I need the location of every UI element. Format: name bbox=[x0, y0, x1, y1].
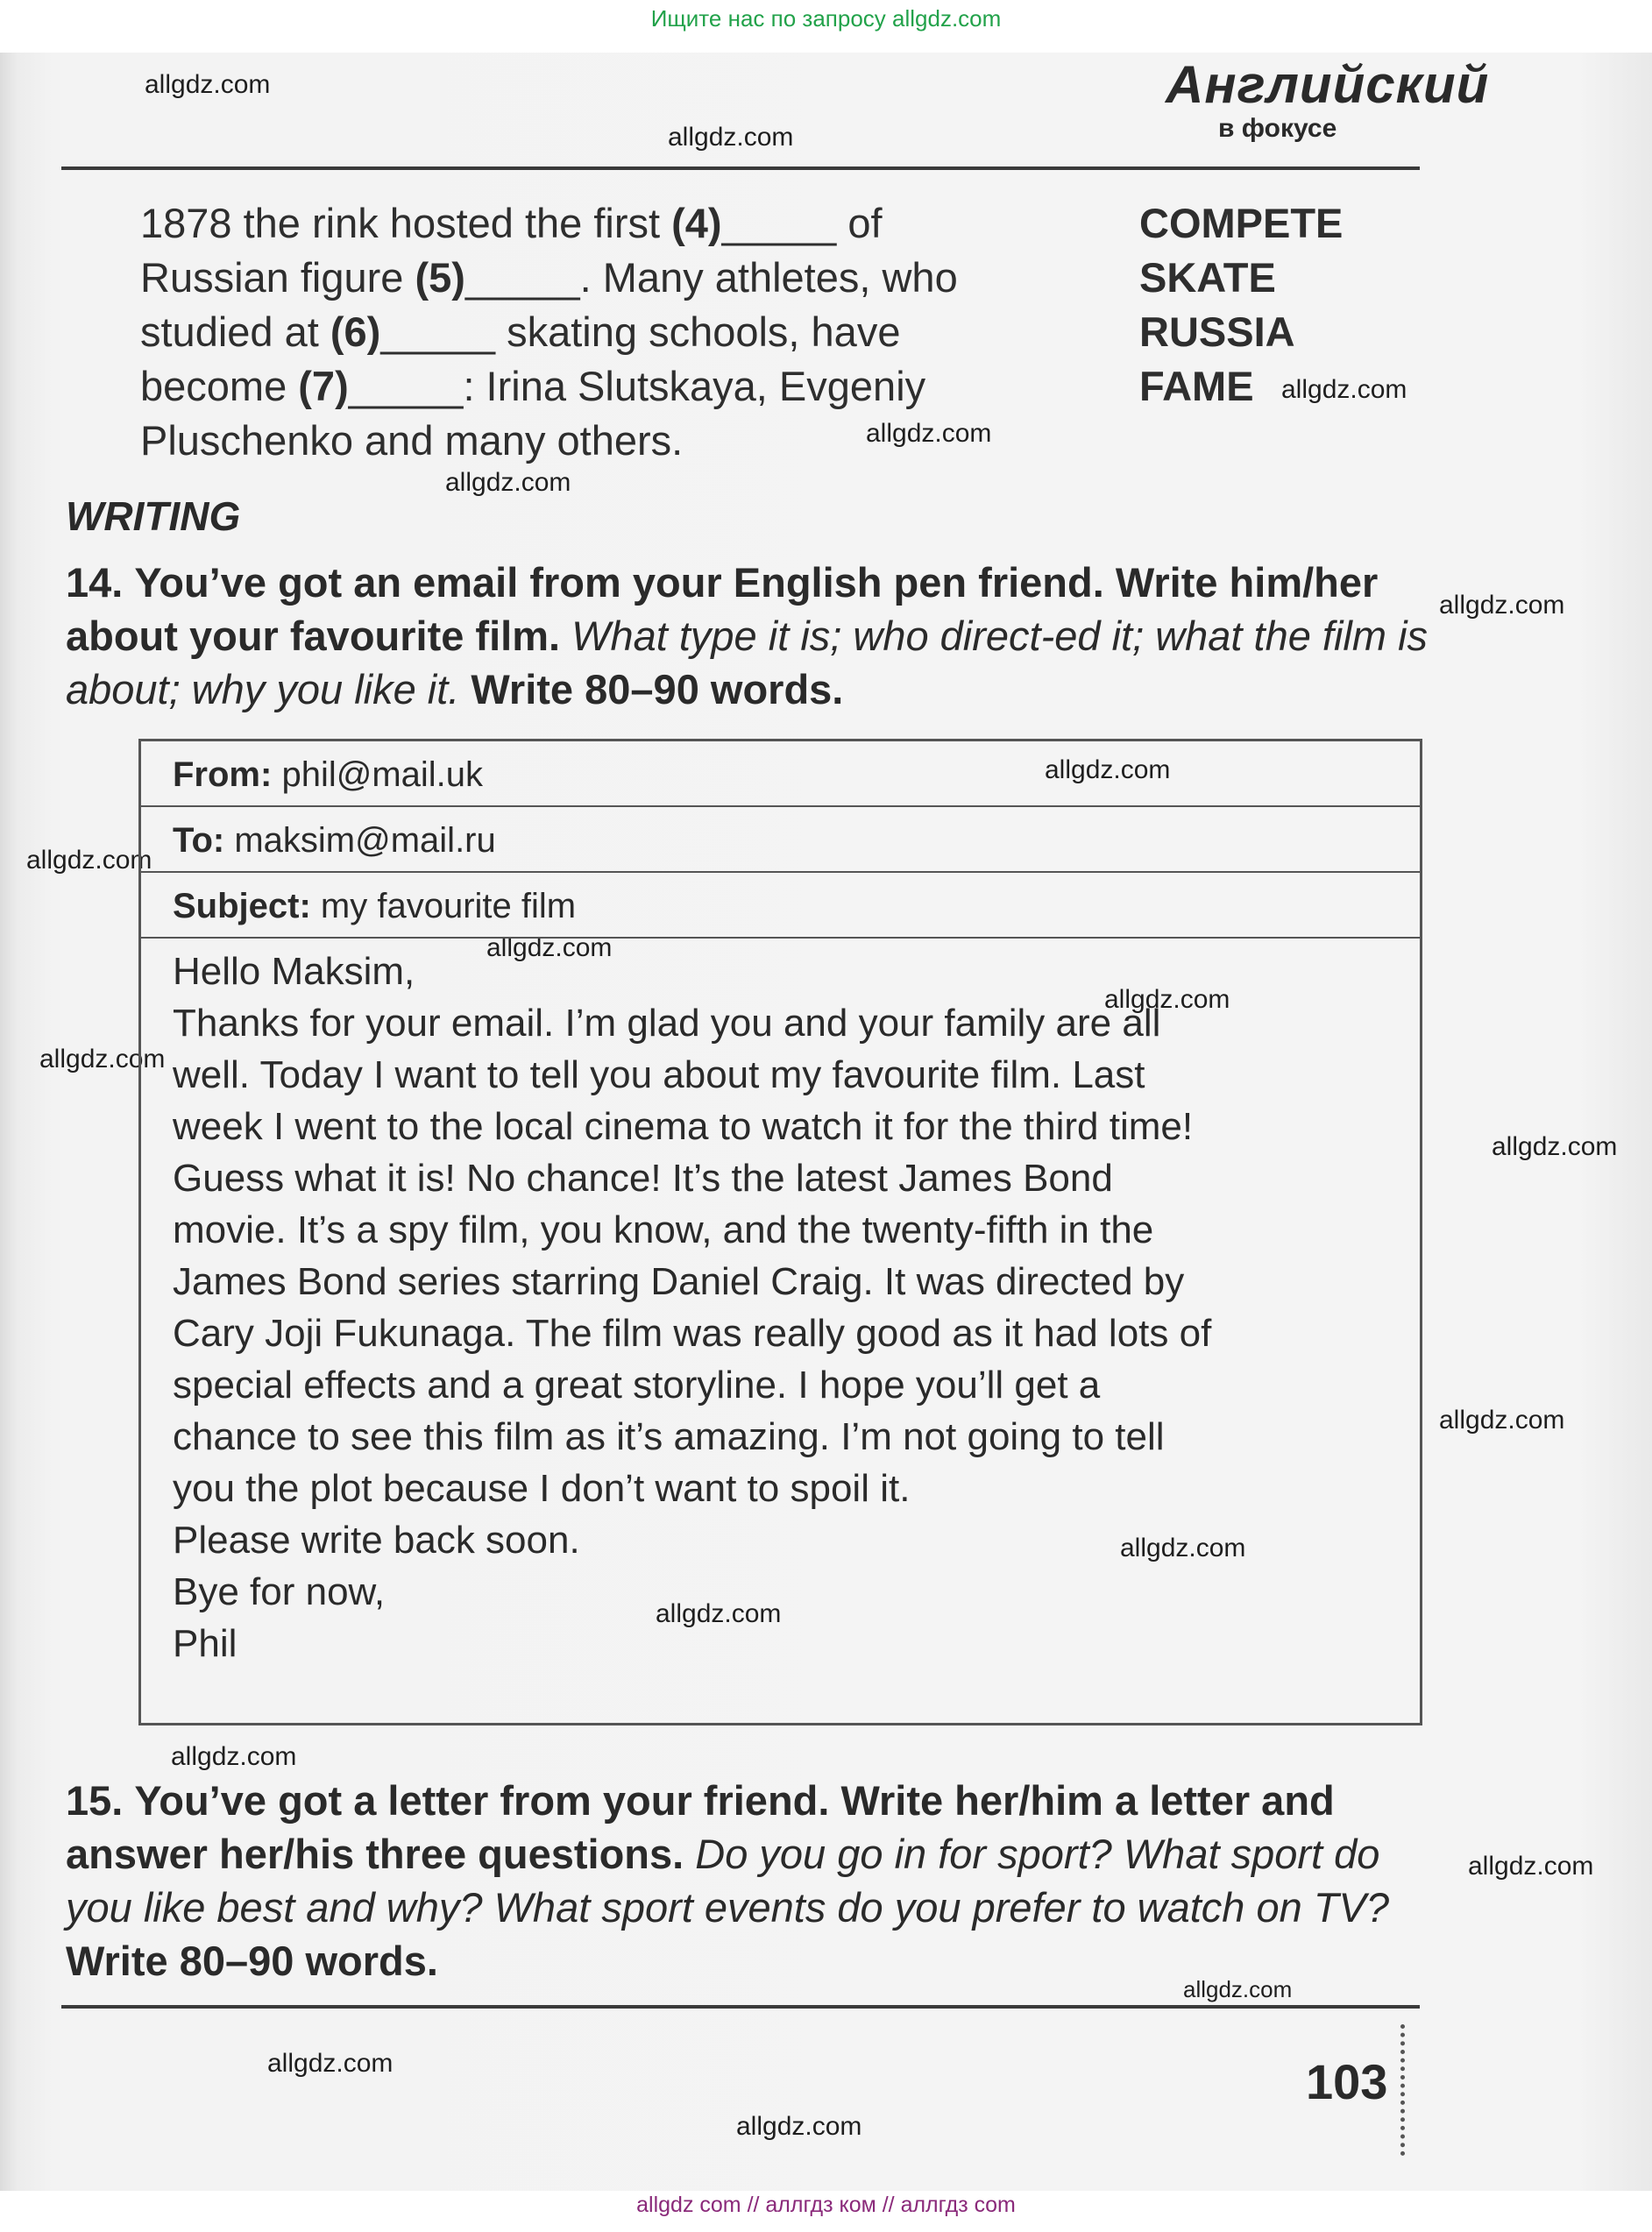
email-body-line: you the plot because I don’t want to spoil it. bbox=[173, 1467, 911, 1510]
watermark: allgdz.com bbox=[267, 2049, 394, 2078]
exercise-line: Russian figure (5)_____. Many athletes, who bbox=[140, 254, 958, 301]
email-body-line: James Bond series starring Daniel Craig. It was directed by bbox=[173, 1260, 1185, 1303]
email-body-line: week I went to the local cinema to watch it for the third time! bbox=[173, 1105, 1194, 1148]
email-body-line: Please write back soon. bbox=[173, 1519, 580, 1562]
page-edge-dots bbox=[1400, 2024, 1412, 2156]
email-body-line: Phil bbox=[173, 1622, 238, 1665]
watermark: allgdz.com bbox=[1281, 375, 1407, 404]
email-subject-label: Subject: bbox=[173, 887, 311, 925]
exercise-line: studied at (6)_____ skating schools, have bbox=[140, 308, 901, 355]
watermark: allgdz.com bbox=[39, 1045, 166, 1073]
exercise-line: 1878 the rink hosted the first (4)_____ of bbox=[140, 200, 883, 246]
email-from-row bbox=[141, 741, 1420, 807]
email-to-label: To: bbox=[173, 821, 225, 860]
watermark: allgdz.com bbox=[445, 468, 571, 497]
email-body-line: movie. It’s a spy film, you know, and the twenty-fifth in the bbox=[173, 1208, 1154, 1251]
email-body-line: special effects and a great storyline. I hope you’ll get a bbox=[173, 1364, 1101, 1407]
header-rule bbox=[61, 167, 1420, 170]
word-bank-item: COMPETE bbox=[1139, 200, 1344, 246]
email-box bbox=[138, 739, 1422, 1725]
email-body-line: chance to see this film as it’s amazing. I’m not going to tell bbox=[173, 1415, 1165, 1458]
email-to-row bbox=[141, 807, 1420, 873]
watermark: allgdz.com bbox=[171, 1742, 297, 1771]
watermark: allgdz.com bbox=[145, 70, 271, 99]
email-subject-value: my favourite film bbox=[320, 887, 577, 925]
exercise-line: Pluschenko and many others. bbox=[140, 417, 684, 464]
watermark: allgdz.com bbox=[486, 933, 613, 962]
watermark: allgdz.com bbox=[1183, 1976, 1293, 2002]
watermark: allgdz.com bbox=[1439, 1406, 1565, 1435]
email-from-value: phil@mail.uk bbox=[281, 755, 484, 794]
site-footer-note: allgdz com // аллгдз ком // аллгдз com bbox=[636, 2193, 1016, 2217]
watermark: allgdz.com bbox=[1468, 1852, 1594, 1881]
watermark: allgdz.com bbox=[1104, 985, 1230, 1014]
watermark: allgdz.com bbox=[1120, 1534, 1246, 1562]
word-bank-item: RUSSIA bbox=[1139, 308, 1295, 355]
watermark: allgdz.com bbox=[1439, 591, 1565, 620]
email-from-label: From: bbox=[173, 755, 273, 794]
watermark: allgdz.com bbox=[656, 1599, 782, 1628]
watermark: allgdz.com bbox=[866, 419, 992, 448]
footer-rule bbox=[61, 2005, 1420, 2009]
textbook-logo: Английский bbox=[1166, 55, 1490, 114]
watermark: allgdz.com bbox=[26, 846, 152, 875]
site-search-note: Ищите нас по запросу allgdz.com bbox=[650, 5, 1002, 32]
email-body-line: Bye for now, bbox=[173, 1570, 386, 1613]
email-body-line: Guess what it is! No chance! It’s the latest James Bond bbox=[173, 1157, 1113, 1200]
email-to-value: maksim@mail.ru bbox=[234, 821, 496, 860]
email-body-line: Cary Joji Fukunaga. The film was really good as it had lots of bbox=[173, 1312, 1212, 1355]
exercise-line: become (7)_____: Irina Slutskaya, Evgeniy bbox=[140, 363, 926, 409]
textbook-logo-subtitle: в фокусе bbox=[1218, 114, 1337, 143]
word-bank-item: SKATE bbox=[1139, 254, 1276, 301]
task-14-instructions: 14. You’ve got an email from your English pen friend. Write him/her about your favourite film. What type it is; who direct-ed it; what the film is about; why you like it. Write 80–90 words. bbox=[66, 559, 1429, 712]
task-15-instructions: 15. You’ve got a letter from your friend. Write her/him a letter and answer her/his three questions. Do you go in for sport? What sport do you like best and why? What sport events do you prefer to watch on TV? Write 80–90 words. bbox=[66, 1777, 1390, 1984]
word-bank-item: FAME bbox=[1139, 363, 1254, 409]
email-body-line: well. Today I want to tell you about my favourite film. Last bbox=[173, 1053, 1145, 1096]
watermark: allgdz.com bbox=[668, 123, 794, 152]
watermark: allgdz.com bbox=[1492, 1132, 1618, 1161]
email-subject-row bbox=[141, 873, 1420, 939]
section-heading: WRITING bbox=[66, 493, 241, 539]
email-body-line: Hello Maksim, bbox=[173, 950, 415, 993]
page-number: 103 bbox=[1306, 2054, 1388, 2109]
watermark: allgdz.com bbox=[736, 2112, 862, 2141]
watermark: allgdz.com bbox=[1045, 755, 1171, 784]
email-body-line: Thanks for your email. I’m glad you and your family are all bbox=[173, 1002, 1161, 1045]
